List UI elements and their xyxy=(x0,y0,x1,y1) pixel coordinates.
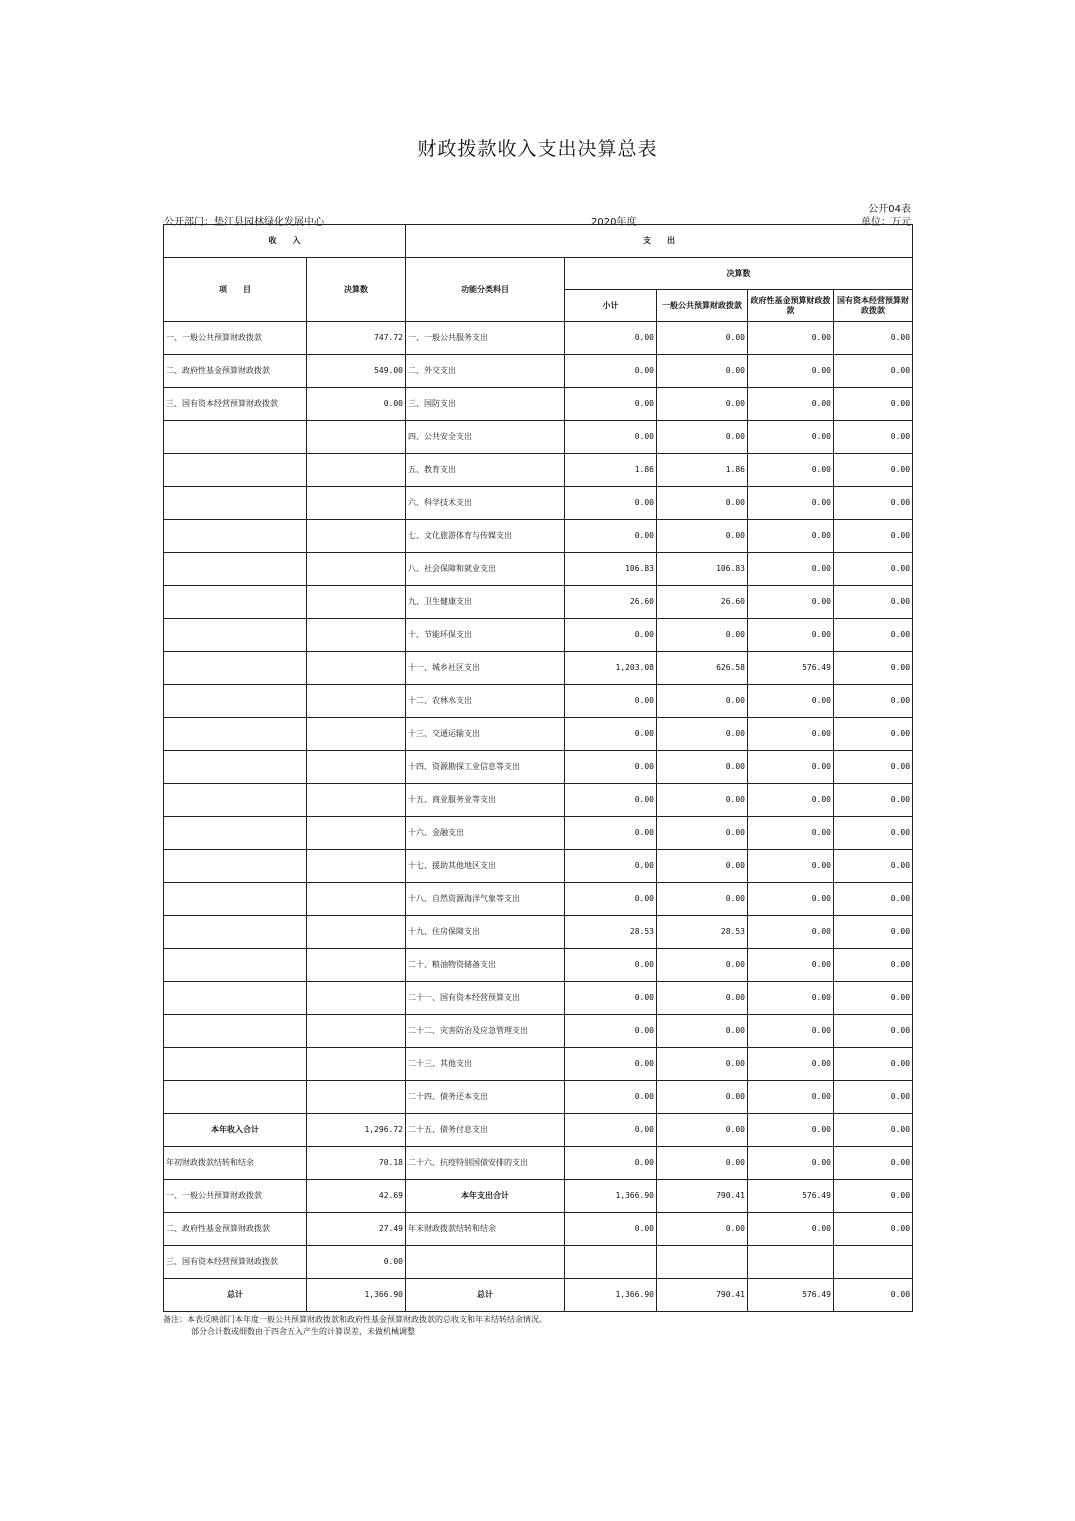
table-row xyxy=(164,685,913,718)
subtotal-header: 小计 xyxy=(565,290,657,322)
income-amount-cell xyxy=(307,652,406,685)
state-capital-header: 国有资本经营预算财政拨款 xyxy=(834,290,913,322)
income-amount-cell: 42.69 xyxy=(307,1180,406,1213)
expense-subtotal-cell: 0.00 xyxy=(565,619,657,652)
expense-state-capital-cell: 0.00 xyxy=(834,784,913,817)
income-item-cell: 本年收入合计 xyxy=(164,1114,307,1147)
expense-item-cell: 二十三、其他支出 xyxy=(406,1048,565,1081)
expense-item-cell: 二、外交支出 xyxy=(406,355,565,388)
expense-subtotal-cell: 0.00 xyxy=(565,883,657,916)
income-item-cell xyxy=(164,652,307,685)
expense-subtotal-cell: 0.00 xyxy=(565,322,657,355)
unit-label: 单位：万元 xyxy=(861,217,911,228)
expense-item-cell xyxy=(406,1246,565,1279)
expense-state-capital-cell: 0.00 xyxy=(834,1180,913,1213)
expense-item-cell: 十七、援助其他地区支出 xyxy=(406,850,565,883)
budget-summary-table xyxy=(163,224,913,1312)
expense-subtotal-cell xyxy=(565,1246,657,1279)
expense-subtotal-cell: 0.00 xyxy=(565,718,657,751)
income-amount-cell: 747.72 xyxy=(307,322,406,355)
table-row xyxy=(164,817,913,850)
expense-general-budget-cell: 0.00 xyxy=(657,718,748,751)
expense-state-capital-cell: 0.00 xyxy=(834,553,913,586)
form-number: 公开04表 xyxy=(868,204,911,215)
income-amount-cell xyxy=(307,916,406,949)
income-amount-cell xyxy=(307,553,406,586)
expense-general-budget-cell: 0.00 xyxy=(657,421,748,454)
expense-state-capital-cell: 0.00 xyxy=(834,1081,913,1114)
table-row xyxy=(164,1114,913,1147)
expense-general-budget-cell: 0.00 xyxy=(657,784,748,817)
income-amount-cell xyxy=(307,685,406,718)
income-item-cell xyxy=(164,685,307,718)
income-amount-cell xyxy=(307,1048,406,1081)
expense-state-capital-cell: 0.00 xyxy=(834,982,913,1015)
table-row xyxy=(164,982,913,1015)
income-amount-cell xyxy=(307,586,406,619)
expense-subtotal-cell: 0.00 xyxy=(565,850,657,883)
expense-gov-fund-cell xyxy=(748,1246,834,1279)
income-item-cell xyxy=(164,916,307,949)
expense-general-budget-cell: 0.00 xyxy=(657,619,748,652)
expense-gov-fund-cell: 0.00 xyxy=(748,586,834,619)
expense-item-cell: 十五、商业服务业等支出 xyxy=(406,784,565,817)
table-row xyxy=(164,1213,913,1246)
table-row xyxy=(164,454,913,487)
expense-state-capital-cell: 0.00 xyxy=(834,916,913,949)
expense-subtotal-cell: 1,366.90 xyxy=(565,1180,657,1213)
expense-item-cell: 十二、农林水支出 xyxy=(406,685,565,718)
expense-subtotal-cell: 0.00 xyxy=(565,388,657,421)
expense-gov-fund-cell: 0.00 xyxy=(748,487,834,520)
income-amount-cell: 27.49 xyxy=(307,1213,406,1246)
expense-item-cell: 十六、金融支出 xyxy=(406,817,565,850)
expense-state-capital-cell: 0.00 xyxy=(834,718,913,751)
income-amount-cell xyxy=(307,421,406,454)
income-amount-cell: 1,366.90 xyxy=(307,1279,406,1312)
expense-state-capital-cell: 0.00 xyxy=(834,1147,913,1180)
income-header: 收 入 xyxy=(164,225,406,258)
table-row xyxy=(164,619,913,652)
income-item-cell xyxy=(164,850,307,883)
expense-item-cell: 四、公共安全支出 xyxy=(406,421,565,454)
income-item-cell: 一、一般公共预算财政拨款 xyxy=(164,1180,307,1213)
expense-state-capital-cell: 0.00 xyxy=(834,454,913,487)
income-amount-cell xyxy=(307,949,406,982)
income-amount-cell xyxy=(307,883,406,916)
income-item-cell xyxy=(164,949,307,982)
income-amount-cell xyxy=(307,1015,406,1048)
department-label: 公开部门：垫江县园林绿化发展中心 xyxy=(164,217,324,228)
expense-subtotal-cell: 1.86 xyxy=(565,454,657,487)
func-category-header: 功能分类科目 xyxy=(406,258,565,322)
income-item-cell xyxy=(164,1081,307,1114)
expense-state-capital-cell: 0.00 xyxy=(834,652,913,685)
page-title: 财政拨款收入支出决算总表 xyxy=(417,138,658,160)
expense-gov-fund-cell: 0.00 xyxy=(748,718,834,751)
expense-general-budget-cell: 0.00 xyxy=(657,1147,748,1180)
expense-state-capital-cell: 0.00 xyxy=(834,883,913,916)
income-amount-cell xyxy=(307,751,406,784)
expense-subtotal-cell: 0.00 xyxy=(565,1147,657,1180)
income-item-cell xyxy=(164,718,307,751)
expense-state-capital-cell: 0.00 xyxy=(834,520,913,553)
expense-gov-fund-cell: 0.00 xyxy=(748,883,834,916)
expense-gov-fund-cell: 0.00 xyxy=(748,421,834,454)
note-line-2: 部分合计数或细数由于四舍五入产生的计算误差，未做机械调整 xyxy=(191,1327,415,1336)
income-item-cell xyxy=(164,982,307,1015)
gov-fund-header: 政府性基金预算财政拨款 xyxy=(748,290,834,322)
expense-gov-fund-cell: 0.00 xyxy=(748,388,834,421)
income-item-cell: 二、政府性基金预算财政拨款 xyxy=(164,355,307,388)
expense-state-capital-cell: 0.00 xyxy=(834,751,913,784)
expense-item-cell: 十八、自然资源海洋气象等支出 xyxy=(406,883,565,916)
expense-general-budget-cell: 0.00 xyxy=(657,685,748,718)
expense-general-budget-cell: 0.00 xyxy=(657,850,748,883)
expense-item-cell: 二十五、债务付息支出 xyxy=(406,1114,565,1147)
expense-general-budget-cell: 0.00 xyxy=(657,520,748,553)
income-item-cell xyxy=(164,421,307,454)
table-row xyxy=(164,850,913,883)
table-row xyxy=(164,1180,913,1213)
table-row xyxy=(164,652,913,685)
expense-item-cell: 二十六、抗疫特别国债安排的支出 xyxy=(406,1147,565,1180)
expense-item-cell: 八、社会保障和就业支出 xyxy=(406,553,565,586)
expense-subtotal-cell: 0.00 xyxy=(565,1081,657,1114)
expense-item-cell: 一、一般公共服务支出 xyxy=(406,322,565,355)
expense-gov-fund-cell: 576.49 xyxy=(748,1180,834,1213)
expense-state-capital-cell: 0.00 xyxy=(834,949,913,982)
expense-subtotal-cell: 1,203.08 xyxy=(565,652,657,685)
income-item-cell xyxy=(164,1015,307,1048)
expense-subtotal-cell: 0.00 xyxy=(565,685,657,718)
final-amount-expense-header: 决算数 xyxy=(565,258,913,290)
expense-general-budget-cell: 0.00 xyxy=(657,388,748,421)
income-amount-cell xyxy=(307,982,406,1015)
expense-general-budget-cell: 0.00 xyxy=(657,883,748,916)
expense-subtotal-cell: 0.00 xyxy=(565,949,657,982)
expense-gov-fund-cell: 0.00 xyxy=(748,751,834,784)
expense-general-budget-cell xyxy=(657,1246,748,1279)
expense-state-capital-cell: 0.00 xyxy=(834,586,913,619)
expense-state-capital-cell: 0.00 xyxy=(834,388,913,421)
table-row xyxy=(164,949,913,982)
income-amount-cell xyxy=(307,454,406,487)
income-item-cell xyxy=(164,784,307,817)
expense-general-budget-cell: 0.00 xyxy=(657,949,748,982)
expense-item-cell: 二十一、国有资本经营预算支出 xyxy=(406,982,565,1015)
income-amount-cell: 1,296.72 xyxy=(307,1114,406,1147)
expense-subtotal-cell: 0.00 xyxy=(565,784,657,817)
expense-gov-fund-cell: 0.00 xyxy=(748,619,834,652)
table-row xyxy=(164,553,913,586)
income-item-cell xyxy=(164,553,307,586)
expense-general-budget-cell: 0.00 xyxy=(657,982,748,1015)
table-row xyxy=(164,1246,913,1279)
income-item-cell: 三、国有资本经营预算财政拨款 xyxy=(164,388,307,421)
expense-general-budget-cell: 106.83 xyxy=(657,553,748,586)
income-item-cell xyxy=(164,586,307,619)
expense-item-cell: 十四、资源勘探工业信息等支出 xyxy=(406,751,565,784)
expense-general-budget-cell: 0.00 xyxy=(657,487,748,520)
fiscal-year: 2020年度 xyxy=(591,217,637,228)
expense-gov-fund-cell: 0.00 xyxy=(748,685,834,718)
expense-item-cell: 三、国防支出 xyxy=(406,388,565,421)
expense-item-cell: 二十二、灾害防治及应急管理支出 xyxy=(406,1015,565,1048)
expense-gov-fund-cell: 0.00 xyxy=(748,784,834,817)
expense-gov-fund-cell: 0.00 xyxy=(748,817,834,850)
expense-subtotal-cell: 28.53 xyxy=(565,916,657,949)
income-amount-cell xyxy=(307,850,406,883)
expense-state-capital-cell: 0.00 xyxy=(834,619,913,652)
table-row xyxy=(164,751,913,784)
expense-general-budget-cell: 0.00 xyxy=(657,322,748,355)
expense-item-cell: 七、文化旅游体育与传媒支出 xyxy=(406,520,565,553)
table-row xyxy=(164,586,913,619)
table-row xyxy=(164,916,913,949)
income-item-cell xyxy=(164,487,307,520)
income-amount-cell xyxy=(307,619,406,652)
expense-subtotal-cell: 106.83 xyxy=(565,553,657,586)
income-item-cell xyxy=(164,751,307,784)
expense-state-capital-cell: 0.00 xyxy=(834,1213,913,1246)
expense-item-cell: 二十、粮油物资储备支出 xyxy=(406,949,565,982)
expense-gov-fund-cell: 0.00 xyxy=(748,454,834,487)
table-row xyxy=(164,1147,913,1180)
table-row xyxy=(164,322,913,355)
expense-item-cell: 本年支出合计 xyxy=(406,1180,565,1213)
expense-general-budget-cell: 1.86 xyxy=(657,454,748,487)
expense-subtotal-cell: 0.00 xyxy=(565,751,657,784)
expense-gov-fund-cell: 0.00 xyxy=(748,1147,834,1180)
expense-item-cell: 二十四、债务还本支出 xyxy=(406,1081,565,1114)
income-amount-cell xyxy=(307,1081,406,1114)
notes xyxy=(163,1314,547,1338)
income-item-cell xyxy=(164,817,307,850)
expense-subtotal-cell: 0.00 xyxy=(565,1048,657,1081)
income-amount-cell xyxy=(307,718,406,751)
expense-subtotal-cell: 0.00 xyxy=(565,817,657,850)
expense-general-budget-cell: 0.00 xyxy=(657,751,748,784)
income-item-cell: 年初财政拨款结转和结余 xyxy=(164,1147,307,1180)
expense-subtotal-cell: 0.00 xyxy=(565,487,657,520)
expense-state-capital-cell: 0.00 xyxy=(834,1015,913,1048)
table-row xyxy=(164,784,913,817)
expense-subtotal-cell: 0.00 xyxy=(565,1015,657,1048)
expense-item-cell: 十三、交通运输支出 xyxy=(406,718,565,751)
income-amount-cell xyxy=(307,520,406,553)
expense-state-capital-cell xyxy=(834,1246,913,1279)
expense-general-budget-cell: 0.00 xyxy=(657,817,748,850)
expense-subtotal-cell: 0.00 xyxy=(565,421,657,454)
income-item-cell: 二、政府性基金预算财政拨款 xyxy=(164,1213,307,1246)
table-row xyxy=(164,487,913,520)
table-row xyxy=(164,1048,913,1081)
expense-gov-fund-cell: 576.49 xyxy=(748,652,834,685)
income-amount-cell: 70.18 xyxy=(307,1147,406,1180)
income-amount-cell: 0.00 xyxy=(307,388,406,421)
expense-state-capital-cell: 0.00 xyxy=(834,685,913,718)
table-row xyxy=(164,718,913,751)
expense-gov-fund-cell: 0.00 xyxy=(748,1048,834,1081)
income-item-cell xyxy=(164,883,307,916)
expense-gov-fund-cell: 0.00 xyxy=(748,982,834,1015)
income-item-cell: 总计 xyxy=(164,1279,307,1312)
expense-state-capital-cell: 0.00 xyxy=(834,1279,913,1312)
income-item-cell: 一、一般公共预算财政拨款 xyxy=(164,322,307,355)
expense-gov-fund-cell: 0.00 xyxy=(748,520,834,553)
expense-subtotal-cell: 0.00 xyxy=(565,1114,657,1147)
expense-gov-fund-cell: 0.00 xyxy=(748,322,834,355)
table-row xyxy=(164,883,913,916)
income-item-cell xyxy=(164,520,307,553)
expense-gov-fund-cell: 0.00 xyxy=(748,1213,834,1246)
table-row xyxy=(164,520,913,553)
table-row xyxy=(164,388,913,421)
expense-general-budget-cell: 28.53 xyxy=(657,916,748,949)
expense-state-capital-cell: 0.00 xyxy=(834,322,913,355)
expense-general-budget-cell: 0.00 xyxy=(657,355,748,388)
income-amount-cell: 0.00 xyxy=(307,1246,406,1279)
expense-state-capital-cell: 0.00 xyxy=(834,850,913,883)
income-amount-cell xyxy=(307,784,406,817)
income-amount-cell xyxy=(307,817,406,850)
income-item-cell xyxy=(164,454,307,487)
expense-subtotal-cell: 26.60 xyxy=(565,586,657,619)
expense-item-cell: 五、教育支出 xyxy=(406,454,565,487)
expense-item-cell: 六、科学技术支出 xyxy=(406,487,565,520)
expense-gov-fund-cell: 0.00 xyxy=(748,916,834,949)
expense-state-capital-cell: 0.00 xyxy=(834,487,913,520)
table-row xyxy=(164,1279,913,1312)
table-row xyxy=(164,1015,913,1048)
income-item-cell xyxy=(164,619,307,652)
expense-subtotal-cell: 0.00 xyxy=(565,520,657,553)
expense-gov-fund-cell: 0.00 xyxy=(748,1081,834,1114)
expense-state-capital-cell: 0.00 xyxy=(834,355,913,388)
expense-general-budget-cell: 26.60 xyxy=(657,586,748,619)
expense-gov-fund-cell: 0.00 xyxy=(748,850,834,883)
expense-subtotal-cell: 1,366.90 xyxy=(565,1279,657,1312)
expense-gov-fund-cell: 0.00 xyxy=(748,1015,834,1048)
expense-general-budget-cell: 626.58 xyxy=(657,652,748,685)
expense-gov-fund-cell: 0.00 xyxy=(748,949,834,982)
income-item-cell xyxy=(164,1048,307,1081)
expense-state-capital-cell: 0.00 xyxy=(834,421,913,454)
table-row xyxy=(164,421,913,454)
expense-item-cell: 十九、住房保障支出 xyxy=(406,916,565,949)
expense-gov-fund-cell: 0.00 xyxy=(748,553,834,586)
income-amount-cell xyxy=(307,487,406,520)
expense-gov-fund-cell: 0.00 xyxy=(748,355,834,388)
expense-item-cell: 总计 xyxy=(406,1279,565,1312)
table-row xyxy=(164,355,913,388)
income-amount-cell: 549.00 xyxy=(307,355,406,388)
expense-state-capital-cell: 0.00 xyxy=(834,1114,913,1147)
expense-general-budget-cell: 0.00 xyxy=(657,1114,748,1147)
expense-item-cell: 十一、城乡社区支出 xyxy=(406,652,565,685)
expense-subtotal-cell: 0.00 xyxy=(565,982,657,1015)
expense-subtotal-cell: 0.00 xyxy=(565,355,657,388)
expense-general-budget-cell: 790.41 xyxy=(657,1279,748,1312)
expense-item-cell: 九、卫生健康支出 xyxy=(406,586,565,619)
expense-state-capital-cell: 0.00 xyxy=(834,1048,913,1081)
income-item-cell: 三、国有资本经营预算财政拨款 xyxy=(164,1246,307,1279)
expense-gov-fund-cell: 576.49 xyxy=(748,1279,834,1312)
expense-general-budget-cell: 0.00 xyxy=(657,1048,748,1081)
expense-item-cell: 年末财政拨款结转和结余 xyxy=(406,1213,565,1246)
expense-subtotal-cell: 0.00 xyxy=(565,1213,657,1246)
note-line-1: 备注：本表反映部门本年度一般公共预算财政拨款和政府性基金预算财政拨款的总收支和年末结转结余情况。 xyxy=(163,1315,547,1324)
expense-gov-fund-cell: 0.00 xyxy=(748,1114,834,1147)
expense-general-budget-cell: 0.00 xyxy=(657,1213,748,1246)
expense-general-budget-cell: 790.41 xyxy=(657,1180,748,1213)
expense-general-budget-cell: 0.00 xyxy=(657,1015,748,1048)
expense-header: 支 出 xyxy=(406,225,913,258)
expense-general-budget-cell: 0.00 xyxy=(657,1081,748,1114)
item-header: 项 目 xyxy=(164,258,307,322)
expense-item-cell: 十、节能环保支出 xyxy=(406,619,565,652)
general-budget-header: 一般公共预算财政拨款 xyxy=(657,290,748,322)
final-amount-header: 决算数 xyxy=(307,258,406,322)
table-row xyxy=(164,1081,913,1114)
expense-state-capital-cell: 0.00 xyxy=(834,817,913,850)
